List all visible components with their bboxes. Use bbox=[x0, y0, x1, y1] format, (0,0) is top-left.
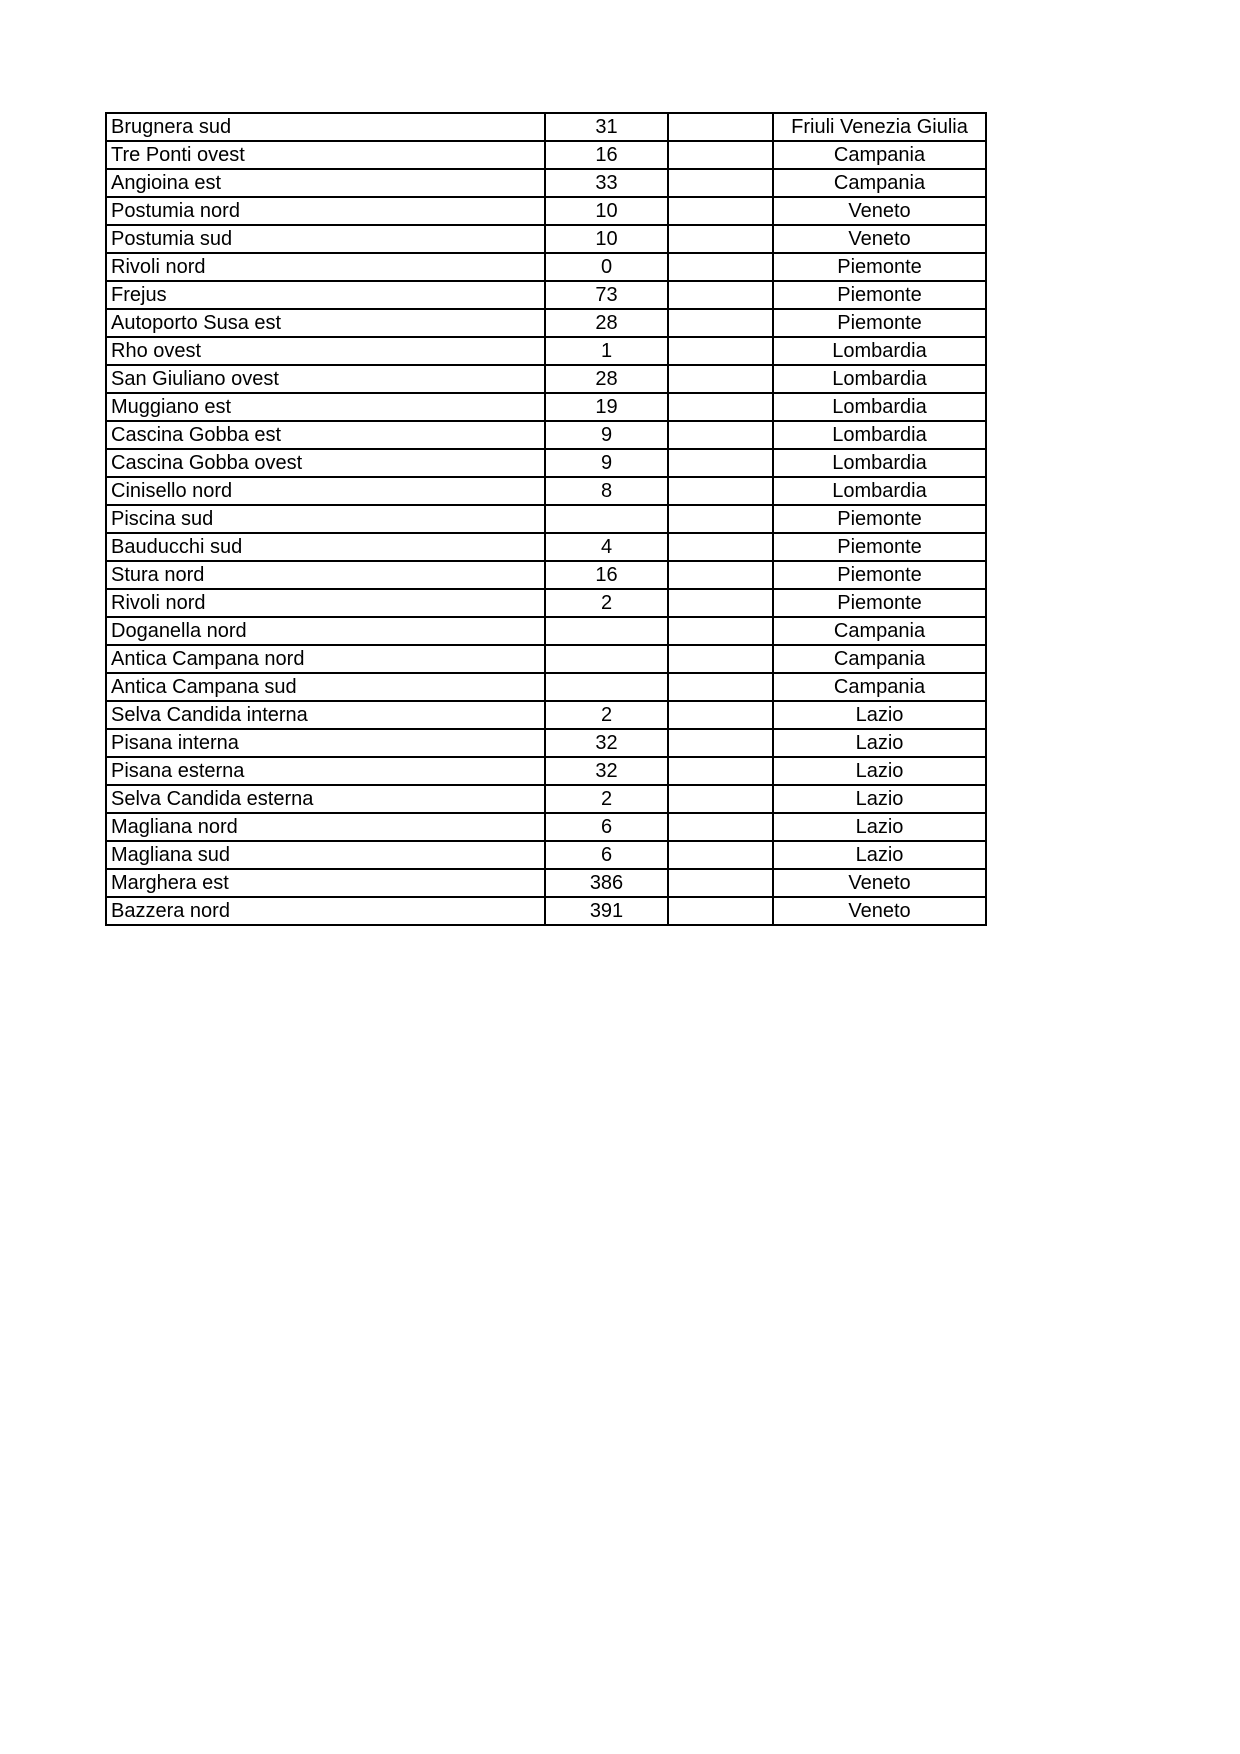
cell-location: Pisana interna bbox=[106, 729, 545, 757]
cell-location: Magliana sud bbox=[106, 841, 545, 869]
cell-region: Lombardia bbox=[773, 365, 986, 393]
cell-location: Autoporto Susa est bbox=[106, 309, 545, 337]
cell-count bbox=[545, 505, 668, 533]
table-row bbox=[106, 421, 986, 449]
table-row bbox=[106, 813, 986, 841]
table-row bbox=[106, 841, 986, 869]
cell-empty bbox=[668, 533, 773, 561]
cell-empty bbox=[668, 197, 773, 225]
cell-count: 33 bbox=[545, 169, 668, 197]
cell-location: Bazzera nord bbox=[106, 897, 545, 925]
cell-region: Lazio bbox=[773, 729, 986, 757]
cell-empty bbox=[668, 757, 773, 785]
table-row bbox=[106, 337, 986, 365]
cell-region: Lombardia bbox=[773, 421, 986, 449]
cell-count: 10 bbox=[545, 225, 668, 253]
cell-region: Piemonte bbox=[773, 589, 986, 617]
cell-empty bbox=[668, 505, 773, 533]
cell-empty bbox=[668, 281, 773, 309]
table-row bbox=[106, 645, 986, 673]
cell-region: Lombardia bbox=[773, 477, 986, 505]
cell-location: Pisana esterna bbox=[106, 757, 545, 785]
cell-count: 10 bbox=[545, 197, 668, 225]
cell-count bbox=[545, 645, 668, 673]
cell-count: 32 bbox=[545, 729, 668, 757]
cell-count: 16 bbox=[545, 561, 668, 589]
cell-location: Selva Candida interna bbox=[106, 701, 545, 729]
cell-count: 2 bbox=[545, 701, 668, 729]
cell-location: Cascina Gobba ovest bbox=[106, 449, 545, 477]
table-row bbox=[106, 309, 986, 337]
cell-empty bbox=[668, 673, 773, 701]
cell-empty bbox=[668, 617, 773, 645]
cell-location: Selva Candida esterna bbox=[106, 785, 545, 813]
cell-count: 9 bbox=[545, 449, 668, 477]
cell-region: Piemonte bbox=[773, 309, 986, 337]
cell-location: Tre Ponti ovest bbox=[106, 141, 545, 169]
cell-location: Rho ovest bbox=[106, 337, 545, 365]
cell-count: 9 bbox=[545, 421, 668, 449]
cell-empty bbox=[668, 393, 773, 421]
cell-region: Veneto bbox=[773, 197, 986, 225]
table-row bbox=[106, 533, 986, 561]
cell-count: 16 bbox=[545, 141, 668, 169]
cell-region: Lombardia bbox=[773, 393, 986, 421]
cell-count: 6 bbox=[545, 813, 668, 841]
cell-location: Magliana nord bbox=[106, 813, 545, 841]
cell-count: 2 bbox=[545, 785, 668, 813]
cell-count: 32 bbox=[545, 757, 668, 785]
cell-region: Campania bbox=[773, 169, 986, 197]
cell-empty bbox=[668, 113, 773, 141]
cell-empty bbox=[668, 477, 773, 505]
cell-location: Marghera est bbox=[106, 869, 545, 897]
cell-count: 6 bbox=[545, 841, 668, 869]
cell-region: Piemonte bbox=[773, 505, 986, 533]
cell-region: Piemonte bbox=[773, 561, 986, 589]
table-row bbox=[106, 757, 986, 785]
table-row bbox=[106, 393, 986, 421]
cell-location: Angioina est bbox=[106, 169, 545, 197]
table-row bbox=[106, 729, 986, 757]
cell-count bbox=[545, 617, 668, 645]
cell-location: Cinisello nord bbox=[106, 477, 545, 505]
cell-region: Veneto bbox=[773, 897, 986, 925]
cell-empty bbox=[668, 561, 773, 589]
cell-empty bbox=[668, 729, 773, 757]
cell-region: Veneto bbox=[773, 225, 986, 253]
cell-location: Bauducchi sud bbox=[106, 533, 545, 561]
table-row bbox=[106, 141, 986, 169]
table-row bbox=[106, 113, 986, 141]
cell-location: San Giuliano ovest bbox=[106, 365, 545, 393]
cell-region: Veneto bbox=[773, 869, 986, 897]
cell-location: Postumia nord bbox=[106, 197, 545, 225]
cell-empty bbox=[668, 813, 773, 841]
cell-region: Campania bbox=[773, 673, 986, 701]
table-row bbox=[106, 169, 986, 197]
cell-region: Campania bbox=[773, 141, 986, 169]
cell-location: Stura nord bbox=[106, 561, 545, 589]
table-row bbox=[106, 477, 986, 505]
cell-region: Lazio bbox=[773, 701, 986, 729]
cell-count: 28 bbox=[545, 365, 668, 393]
cell-region: Campania bbox=[773, 645, 986, 673]
cell-empty bbox=[668, 645, 773, 673]
cell-empty bbox=[668, 169, 773, 197]
cell-count: 73 bbox=[545, 281, 668, 309]
cell-location: Rivoli nord bbox=[106, 589, 545, 617]
table-row bbox=[106, 673, 986, 701]
cell-region: Lombardia bbox=[773, 337, 986, 365]
cell-region: Campania bbox=[773, 617, 986, 645]
table-row bbox=[106, 785, 986, 813]
cell-count: 28 bbox=[545, 309, 668, 337]
cell-count bbox=[545, 673, 668, 701]
cell-empty bbox=[668, 253, 773, 281]
cell-empty bbox=[668, 869, 773, 897]
cell-count: 4 bbox=[545, 533, 668, 561]
cell-region: Friuli Venezia Giulia bbox=[773, 113, 986, 141]
cell-count: 0 bbox=[545, 253, 668, 281]
table-row bbox=[106, 617, 986, 645]
cell-empty bbox=[668, 337, 773, 365]
cell-region: Lazio bbox=[773, 785, 986, 813]
cell-region: Piemonte bbox=[773, 253, 986, 281]
cell-empty bbox=[668, 897, 773, 925]
cell-count: 386 bbox=[545, 869, 668, 897]
cell-location: Antica Campana nord bbox=[106, 645, 545, 673]
cell-region: Lazio bbox=[773, 841, 986, 869]
cell-count: 8 bbox=[545, 477, 668, 505]
cell-count: 2 bbox=[545, 589, 668, 617]
cell-count: 391 bbox=[545, 897, 668, 925]
cell-count: 31 bbox=[545, 113, 668, 141]
cell-location: Antica Campana sud bbox=[106, 673, 545, 701]
cell-location: Brugnera sud bbox=[106, 113, 545, 141]
cell-location: Rivoli nord bbox=[106, 253, 545, 281]
data-table bbox=[105, 112, 987, 926]
table-row bbox=[106, 897, 986, 925]
table-row bbox=[106, 197, 986, 225]
table-row bbox=[106, 589, 986, 617]
cell-region: Lazio bbox=[773, 813, 986, 841]
table-body bbox=[106, 113, 986, 925]
cell-region: Piemonte bbox=[773, 281, 986, 309]
table-row bbox=[106, 281, 986, 309]
cell-region: Piemonte bbox=[773, 533, 986, 561]
cell-empty bbox=[668, 141, 773, 169]
cell-empty bbox=[668, 785, 773, 813]
cell-empty bbox=[668, 841, 773, 869]
cell-location: Frejus bbox=[106, 281, 545, 309]
cell-region: Lazio bbox=[773, 757, 986, 785]
cell-region: Lombardia bbox=[773, 449, 986, 477]
cell-location: Postumia sud bbox=[106, 225, 545, 253]
cell-count: 1 bbox=[545, 337, 668, 365]
table-row bbox=[106, 701, 986, 729]
table-row bbox=[106, 225, 986, 253]
cell-empty bbox=[668, 309, 773, 337]
cell-location: Doganella nord bbox=[106, 617, 545, 645]
cell-count: 19 bbox=[545, 393, 668, 421]
table-row bbox=[106, 365, 986, 393]
table-row bbox=[106, 505, 986, 533]
table-row bbox=[106, 253, 986, 281]
cell-location: Muggiano est bbox=[106, 393, 545, 421]
table-row bbox=[106, 561, 986, 589]
cell-empty bbox=[668, 225, 773, 253]
cell-empty bbox=[668, 589, 773, 617]
table-row bbox=[106, 869, 986, 897]
cell-empty bbox=[668, 701, 773, 729]
cell-location: Piscina sud bbox=[106, 505, 545, 533]
cell-empty bbox=[668, 365, 773, 393]
table-row bbox=[106, 449, 986, 477]
cell-empty bbox=[668, 421, 773, 449]
cell-empty bbox=[668, 449, 773, 477]
cell-location: Cascina Gobba est bbox=[106, 421, 545, 449]
